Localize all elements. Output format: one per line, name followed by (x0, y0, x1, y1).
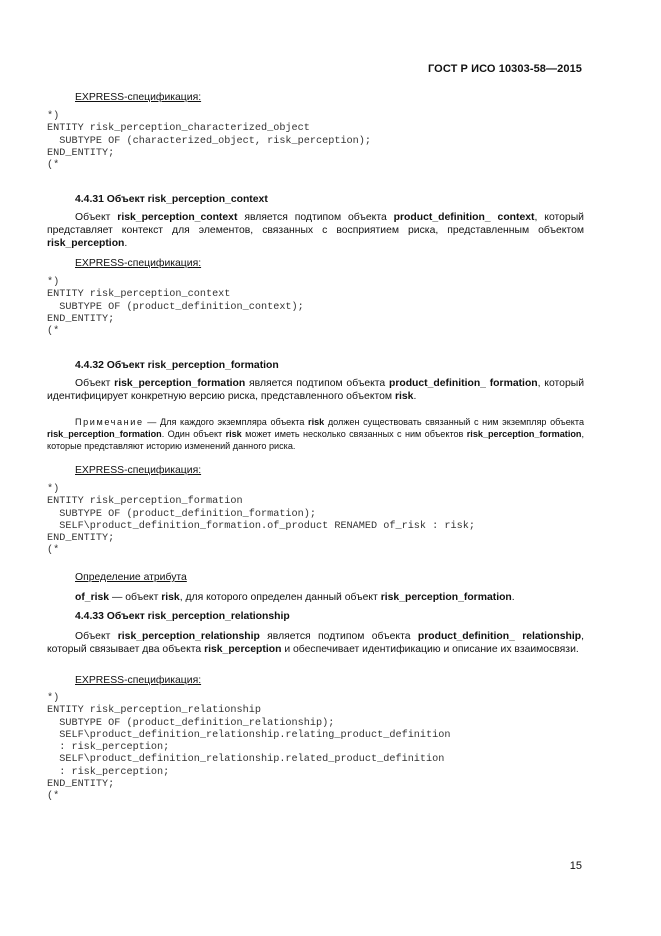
express-spec-label: EXPRESS-спецификация: (75, 92, 202, 103)
section-heading-4-4-33: 4.4.33 Объект risk_perception_relationship (75, 611, 290, 622)
bold-term: risk_perception (47, 238, 125, 250)
section-4-4-31-paragraph (47, 211, 584, 251)
text-run: . (511, 592, 515, 603)
text-run: , которые представляют историю изменений данного риска. (47, 429, 584, 451)
bold-term: risk_perception_formation (114, 378, 246, 389)
text-run: — Для каждого экземпляра объекта (143, 417, 309, 427)
bold-term: risk_perception_context (117, 212, 238, 223)
bold-term: risk (394, 391, 414, 403)
bold-term: risk_perception_relationship (117, 631, 260, 642)
text-run: , который идентифицирует конкретную версию риска, представленного объектом (47, 378, 584, 403)
text-run: Объект (75, 212, 118, 223)
bold-term: product_definition_ context (393, 212, 535, 223)
text-run: Примечание (75, 417, 144, 427)
text-run: является подтипом объекта (259, 631, 418, 642)
express-spec-label: EXPRESS-спецификация: (75, 465, 202, 476)
text-run: , который представляет контекст для элементов, связанных с восприятием риска, представленным объектом (47, 212, 584, 237)
section-4-4-32-paragraph (47, 377, 584, 403)
text-run: и обеспечивает идентификацию и описание их взаимосвязи. (281, 644, 579, 656)
note-paragraph (47, 416, 584, 452)
attribute-of-risk-definition (47, 591, 584, 604)
document-header: ГОСТ Р ИСО 10303-58—2015 (427, 63, 582, 75)
bold-term: risk (161, 592, 180, 603)
express-spec-label: EXPRESS-спецификация: (75, 675, 202, 686)
bold-term: product_definition_ formation (388, 378, 538, 389)
text-run: . (413, 391, 417, 403)
express-spec-label: EXPRESS-спецификация: (75, 258, 202, 269)
code-block-context: *) ENTITY risk_perception_context SUBTYPE OF (product_definition_context); END_ENTITY; (* (47, 277, 304, 338)
section-heading-4-4-32: 4.4.32 Объект risk_perception_formation (75, 360, 279, 371)
bold-term: risk (308, 417, 325, 427)
text-run: является подтипом объекта (245, 378, 389, 389)
code-block-relationship: *) ENTITY risk_perception_relationship SUBTYPE OF (product_definition_relationship); SELF\product_definition_relationship.relating_product_definition : risk_perception; SELF\product_definition_relationship.related_product_definition : risk_perception; END_ENTITY; (* (47, 693, 451, 803)
bold-term: risk_perception_formation (380, 592, 512, 603)
text-run: Объект (75, 378, 115, 389)
text-run: , для которого определен данный объект (179, 592, 381, 603)
bold-term: risk (225, 429, 242, 439)
section-4-4-33-paragraph (47, 630, 584, 656)
attribute-definition-label: Определение атрибута (75, 572, 187, 583)
bold-term: product_definition_ relationship (417, 631, 582, 642)
code-block-formation: *) ENTITY risk_perception_formation SUBTYPE OF (product_definition_formation); SELF\product_definition_formation.of_product RENAMED of_risk : risk; END_ENTITY; (* (47, 484, 475, 557)
bold-term: risk_perception_formation (47, 429, 162, 439)
bold-term: risk_perception (204, 644, 282, 656)
text-run: является подтипом объекта (237, 212, 394, 223)
text-run: может иметь несколько связанных с ним объектов (241, 429, 467, 439)
bold-term: risk_perception_formation (466, 429, 582, 439)
section-heading-4-4-31: 4.4.31 Объект risk_perception_context (75, 194, 268, 205)
code-block-characterized-object: *) ENTITY risk_perception_characterized_object SUBTYPE OF (characterized_object, risk_perception); END_ENTITY; (* (47, 111, 372, 172)
text-run: Объект (75, 631, 118, 642)
page-number: 15 (569, 860, 582, 872)
text-run: должен существовать связанный с ним экземпляр объекта (324, 417, 584, 427)
text-run: . (124, 238, 128, 250)
text-run: , который связывает два объекта (47, 631, 584, 656)
bold-term: of_risk (75, 592, 110, 603)
text-run: — объект (109, 592, 162, 603)
text-run: . Один объект (161, 429, 226, 439)
